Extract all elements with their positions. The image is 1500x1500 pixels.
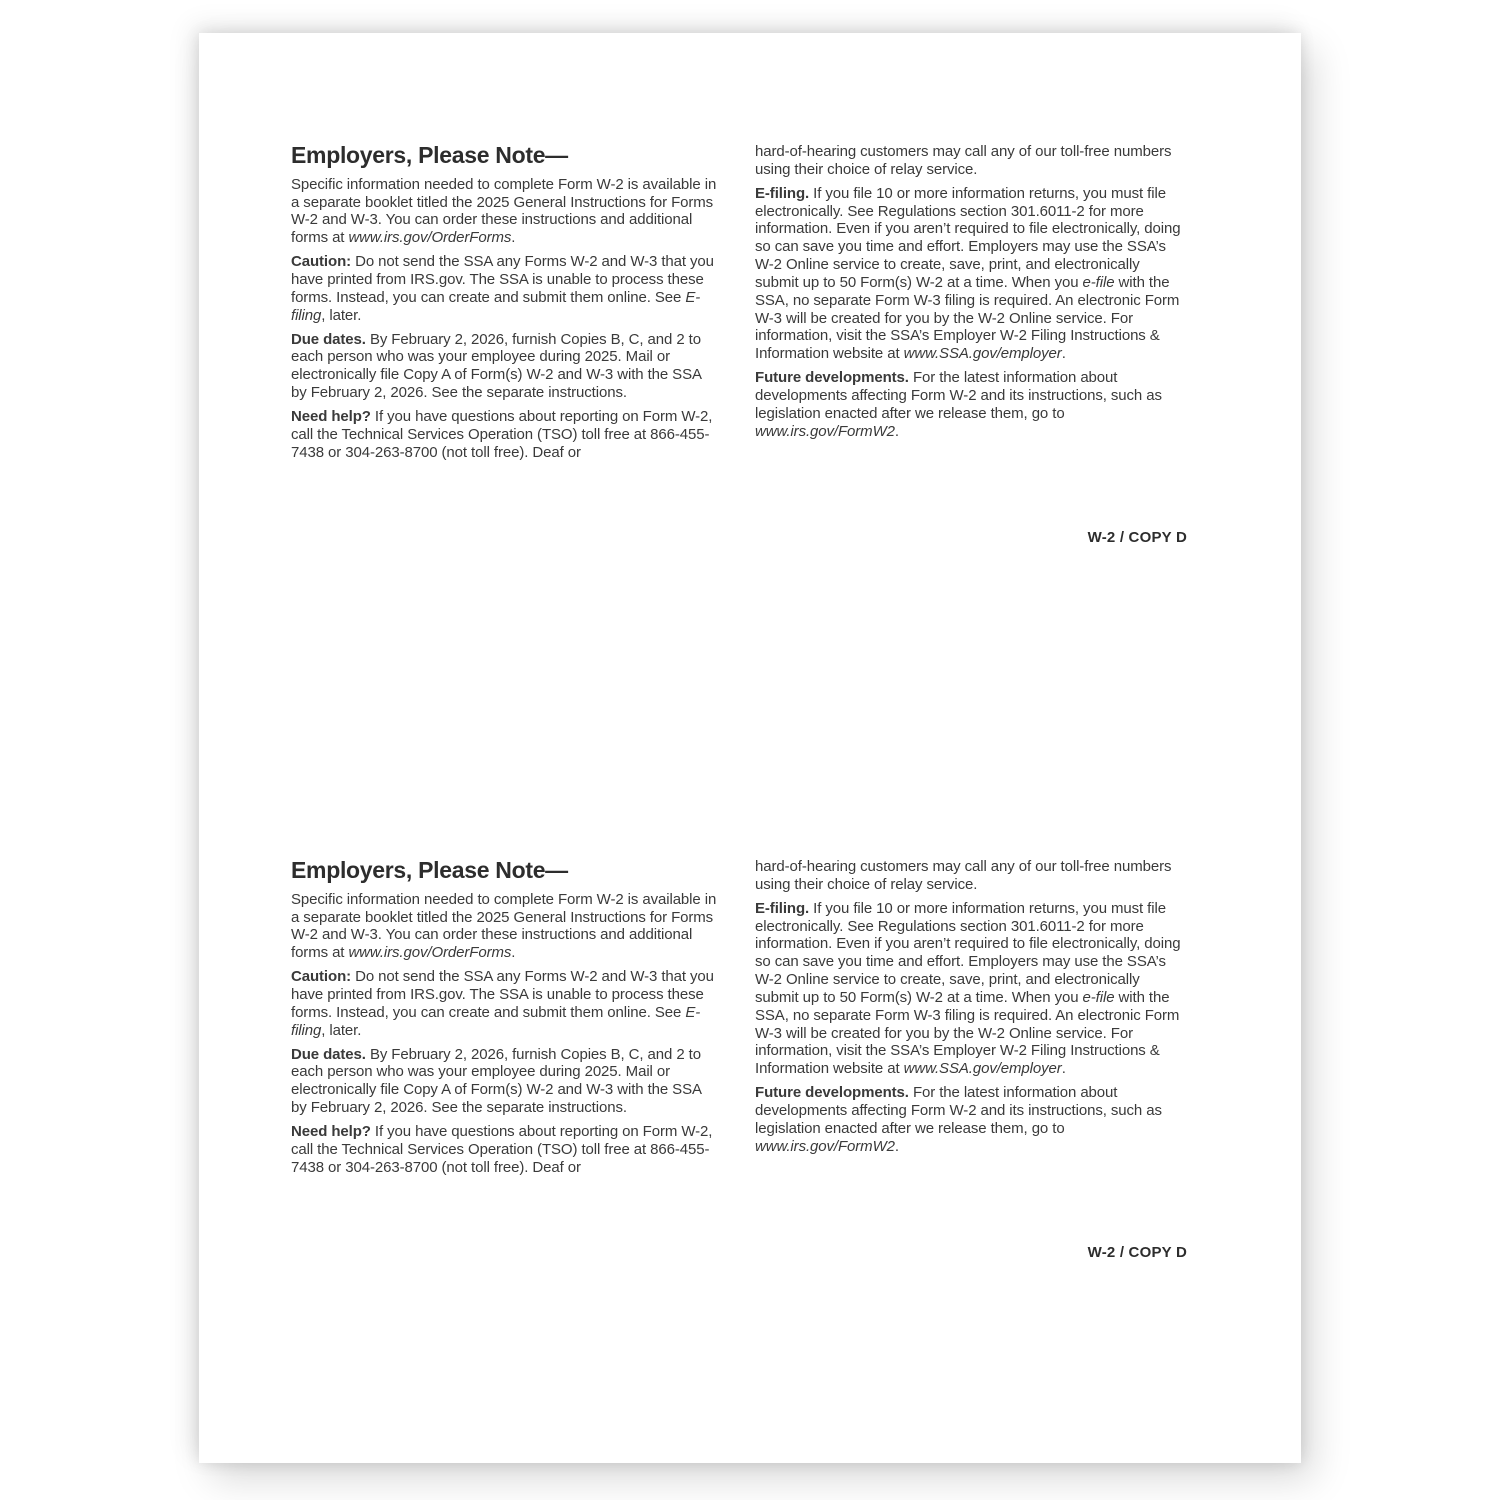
note-heading: Employers, Please Note—: [291, 857, 568, 883]
paragraph-relay-continuation: hard-of-hearing customers may call any of our toll-free numbers using their choice of relay service.: [755, 143, 1172, 178]
note-left-column: [291, 143, 719, 467]
paragraph-due-dates: Due dates. By February 2, 2026, furnish Copies B, C, and 2 to each person who was your employee during 2025. Mail or electronically file Copy A of Form(s) W-2 and W-3 with the SSA by February 2, 2026. See the separate instructions.: [291, 1045, 702, 1117]
note-right-column: [755, 143, 1183, 447]
paragraph-future-developments: Future developments. For the latest information about developments affecting Form W-2 and its instructions, such as legislation enacted after we release them, go to www.irs.gov/FormW2.: [755, 1084, 1162, 1155]
paragraph-specific-info: Specific information needed to complete Form W-2 is available in a separate booklet titled the 2025 General Instructions for Forms W-2 and W-3. You can order these instructions and additional forms at www.irs.gov/OrderForms.: [291, 890, 717, 962]
paragraph-caution: Caution: Do not send the SSA any Forms W-2 and W-3 that you have printed from IRS.gov. The SSA is unable to process these forms. Instead, you can create and submit them online. See E-filing, later.: [291, 968, 714, 1039]
copy-d-label: W-2 / COPY D: [1087, 529, 1187, 546]
note-right-column: [755, 858, 1183, 1162]
w2-copy-d-back-page: [199, 33, 1301, 1463]
employer-note-block: [291, 143, 1183, 467]
copy-d-label: W-2 / COPY D: [1087, 1244, 1187, 1261]
paragraph-e-filing: E-filing. If you file 10 or more information returns, you must file electronically. See Regulations section 301.6011-2 for more information. Even if you aren’t required to file electronically, doing so can save you time and effort. Employers may use the SSA’s W-2 Online service to create, save, print, and electronically submit up to 50 Form(s) W-2 at a time. When you e-file with the SSA, no separate Form W-3 filing is required. An electronic Form W-3 will be created for you by the W-2 Online service. For information, visit the SSA’s Employer W-2 Filing Instructions & Information website at www.SSA.gov/employer.: [755, 899, 1181, 1078]
paragraph-need-help: Need help? If you have questions about reporting on Form W-2, call the Technical Services Operation (TSO) toll free at 866-455-7438 or 304-263-8700 (not toll free). Deaf or: [291, 407, 713, 461]
paragraph-due-dates: Due dates. By February 2, 2026, furnish Copies B, C, and 2 to each person who was your employee during 2025. Mail or electronically file Copy A of Form(s) W-2 and W-3 with the SSA by February 2, 2026. See the separate instructions.: [291, 330, 702, 402]
page-bottom-half: [199, 748, 1301, 1463]
paragraph-caution: Caution: Do not send the SSA any Forms W-2 and W-3 that you have printed from IRS.gov. The SSA is unable to process these forms. Instead, you can create and submit them online. See E-filing, later.: [291, 253, 714, 324]
paragraph-e-filing: E-filing. If you file 10 or more information returns, you must file electronically. See Regulations section 301.6011-2 for more information. Even if you aren’t required to file electronically, doing so can save you time and effort. Employers may use the SSA’s W-2 Online service to create, save, print, and electronically submit up to 50 Form(s) W-2 at a time. When you e-file with the SSA, no separate Form W-3 filing is required. An electronic Form W-3 will be created for you by the W-2 Online service. For information, visit the SSA’s Employer W-2 Filing Instructions & Information website at www.SSA.gov/employer.: [755, 184, 1181, 363]
paragraph-future-developments: Future developments. For the latest information about developments affecting Form W-2 and its instructions, such as legislation enacted after we release them, go to www.irs.gov/FormW2.: [755, 369, 1162, 440]
paragraph-need-help: Need help? If you have questions about reporting on Form W-2, call the Technical Services Operation (TSO) toll free at 866-455-7438 or 304-263-8700 (not toll free). Deaf or: [291, 1122, 713, 1176]
employer-note-block: [291, 858, 1183, 1182]
note-heading: Employers, Please Note—: [291, 142, 568, 168]
note-left-column: [291, 858, 719, 1182]
paragraph-relay-continuation: hard-of-hearing customers may call any of our toll-free numbers using their choice of relay service.: [755, 858, 1172, 893]
page-top-half: [199, 33, 1301, 748]
paragraph-specific-info: Specific information needed to complete Form W-2 is available in a separate booklet titled the 2025 General Instructions for Forms W-2 and W-3. You can order these instructions and additional forms at www.irs.gov/OrderForms.: [291, 175, 717, 247]
